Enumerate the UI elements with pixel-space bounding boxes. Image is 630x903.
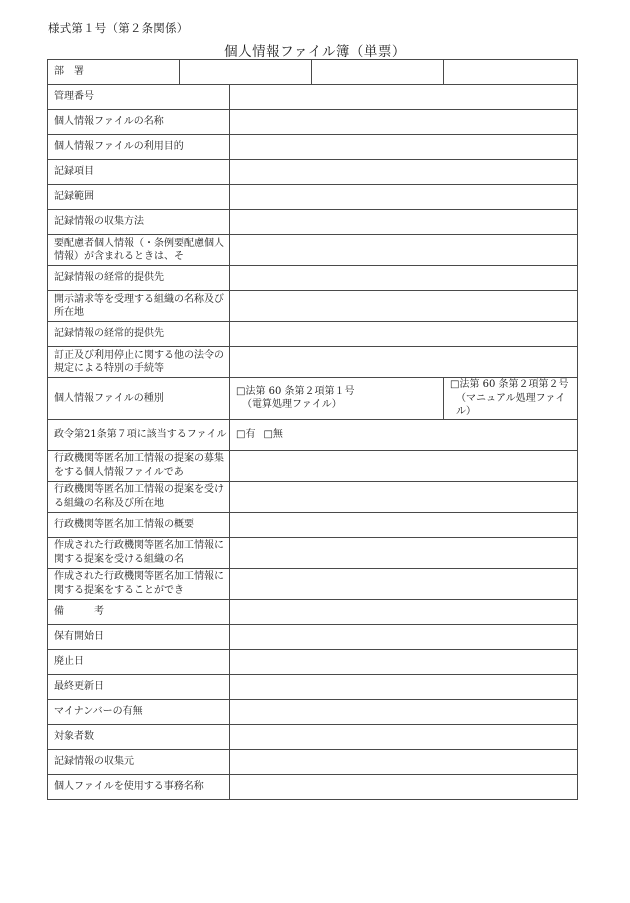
checkbox-icon[interactable]: □ bbox=[450, 379, 460, 390]
table-row bbox=[48, 599, 578, 624]
table-row bbox=[48, 235, 578, 266]
row-label-text: 訂正及び利用停止に関する他の法令の規定による特別の手続等 bbox=[54, 349, 224, 374]
row-value-field[interactable] bbox=[230, 649, 578, 674]
row-value-field[interactable] bbox=[230, 291, 578, 322]
row-label-text: 記録項目 bbox=[54, 166, 94, 178]
file-type-option-manual[interactable] bbox=[444, 378, 578, 420]
row-value-field[interactable] bbox=[230, 210, 578, 235]
row-label-text: マイナンバーの有無 bbox=[54, 705, 143, 717]
table-row bbox=[48, 649, 578, 674]
table-row bbox=[48, 674, 578, 699]
row-value-field[interactable] bbox=[230, 724, 578, 749]
row-value-field[interactable] bbox=[230, 266, 578, 291]
row-value-field[interactable] bbox=[230, 322, 578, 347]
row-label bbox=[48, 210, 230, 235]
row-label bbox=[48, 322, 230, 347]
row-value-field[interactable] bbox=[230, 347, 578, 378]
row-label bbox=[48, 481, 230, 512]
row-label-text: 要配慮者個人情報（・条例要配慮個人情報）が含まれるときは、そ bbox=[54, 237, 224, 262]
row-label-text: 対象者数 bbox=[54, 730, 94, 742]
option-subtext: （電算処理ファイル） bbox=[242, 399, 342, 411]
table-row bbox=[48, 110, 578, 135]
row-value-field[interactable] bbox=[230, 235, 578, 266]
row-label-text: 管理番号 bbox=[54, 91, 94, 103]
row-value-field[interactable] bbox=[230, 85, 578, 110]
row-label bbox=[48, 291, 230, 322]
row-label-text: 作成された行政機関等匿名加工情報に関する提案をすることができ bbox=[54, 571, 224, 596]
table-row bbox=[48, 266, 578, 291]
row-label-text: 作成された行政機関等匿名加工情報に関する提案を受ける組織の名 bbox=[54, 540, 224, 565]
table-row bbox=[48, 724, 578, 749]
row-value-field[interactable] bbox=[230, 568, 578, 599]
row-value-field[interactable] bbox=[230, 110, 578, 135]
table-row bbox=[48, 85, 578, 110]
row-label-text: 備 考 bbox=[54, 605, 104, 617]
row-label bbox=[48, 674, 230, 699]
table-row bbox=[48, 322, 578, 347]
row-label bbox=[48, 160, 230, 185]
row-value-field[interactable] bbox=[230, 699, 578, 724]
row-value-field[interactable] bbox=[230, 624, 578, 649]
table-row bbox=[48, 347, 578, 378]
row-label bbox=[48, 568, 230, 599]
table-row bbox=[48, 624, 578, 649]
department-field-2[interactable] bbox=[312, 60, 444, 85]
row-label bbox=[48, 724, 230, 749]
row-label bbox=[48, 537, 230, 568]
row-label bbox=[48, 450, 230, 481]
row-label bbox=[48, 378, 230, 420]
row-value-field[interactable] bbox=[230, 512, 578, 537]
department-field-3[interactable] bbox=[444, 60, 578, 85]
table-row-department bbox=[48, 60, 578, 85]
row-label bbox=[48, 266, 230, 291]
checkbox-yes[interactable]: □有 bbox=[236, 428, 256, 440]
option-subtext: （マニュアル処理ファイル） bbox=[456, 392, 566, 417]
row-label bbox=[48, 235, 230, 266]
table-row bbox=[48, 450, 578, 481]
row-label-text: 個人情報ファイルの種別 bbox=[54, 392, 164, 404]
row-label bbox=[48, 599, 230, 624]
page-title: 個人情報ファイル簿（単票） bbox=[224, 44, 406, 60]
row-label-text: 個人情報ファイルの名称 bbox=[54, 116, 164, 128]
table-row bbox=[48, 749, 578, 774]
checkbox-icon[interactable]: □ bbox=[236, 385, 246, 397]
table-row bbox=[48, 210, 578, 235]
department-field-1[interactable] bbox=[180, 60, 312, 85]
table-row bbox=[48, 568, 578, 599]
row-label-text: 記録情報の経常的提供先 bbox=[54, 272, 164, 284]
row-value-field[interactable] bbox=[230, 450, 578, 481]
row-label bbox=[48, 419, 230, 450]
personal-info-file-register-table bbox=[47, 59, 578, 800]
option-text: 法第 60 条第２項第１号 bbox=[245, 385, 355, 397]
row-label-text: 行政機関等匿名加工情報の提案の募集をする個人情報ファイルであ bbox=[54, 453, 224, 478]
table-row bbox=[48, 160, 578, 185]
row-label-text: 保有開始日 bbox=[54, 630, 104, 642]
table-row bbox=[48, 135, 578, 160]
row-label-text: 政令第21条第７項に該当するファイル bbox=[54, 428, 227, 440]
row-value-field[interactable] bbox=[230, 160, 578, 185]
table-row bbox=[48, 481, 578, 512]
row-label bbox=[48, 649, 230, 674]
row-label-text: 廃止日 bbox=[54, 655, 84, 667]
row-value-field[interactable] bbox=[230, 599, 578, 624]
row-label bbox=[48, 512, 230, 537]
file-type-option-electronic[interactable] bbox=[230, 378, 444, 420]
table-row bbox=[48, 185, 578, 210]
row-label bbox=[48, 774, 230, 799]
row-value-field[interactable] bbox=[230, 774, 578, 799]
row-value-field[interactable] bbox=[230, 537, 578, 568]
yes-no-options[interactable] bbox=[230, 419, 578, 450]
checkbox-no[interactable]: □無 bbox=[263, 428, 283, 440]
row-label bbox=[48, 749, 230, 774]
row-label-text: 開示請求等を受理する組織の名称及び所在地 bbox=[54, 293, 224, 318]
option-text: 法第 60 条第２項第２号 bbox=[459, 379, 569, 390]
table-row bbox=[48, 699, 578, 724]
label-department: 部 署 bbox=[48, 60, 180, 85]
table-row bbox=[48, 774, 578, 799]
row-value-field[interactable] bbox=[230, 749, 578, 774]
row-label-text: 記録情報の収集元 bbox=[54, 755, 134, 767]
row-label bbox=[48, 185, 230, 210]
row-label bbox=[48, 699, 230, 724]
table-row bbox=[48, 419, 578, 450]
row-label bbox=[48, 110, 230, 135]
row-value-field[interactable] bbox=[230, 674, 578, 699]
row-label-text: 記録情報の収集方法 bbox=[54, 216, 144, 228]
row-label-text: 記録情報の経常的提供先 bbox=[54, 328, 164, 340]
row-label-text: 最終更新日 bbox=[54, 680, 104, 692]
form-style-number: 様式第１号（第２条関係） bbox=[48, 21, 189, 35]
row-label-text: 個人ファイルを使用する事務名称 bbox=[54, 780, 204, 792]
row-label bbox=[48, 85, 230, 110]
row-value-field[interactable] bbox=[230, 135, 578, 160]
row-label-text: 行政機関等匿名加工情報の概要 bbox=[54, 518, 194, 530]
row-label bbox=[48, 135, 230, 160]
table-row bbox=[48, 512, 578, 537]
table-row bbox=[48, 378, 578, 420]
row-value-field[interactable] bbox=[230, 185, 578, 210]
row-label bbox=[48, 624, 230, 649]
row-label-text: 記録範囲 bbox=[54, 191, 94, 203]
row-label-text: 行政機関等匿名加工情報の提案を受ける組織の名称及び所在地 bbox=[54, 484, 224, 509]
table-row bbox=[48, 537, 578, 568]
row-label-text: 個人情報ファイルの利用目的 bbox=[54, 141, 184, 153]
row-value-field[interactable] bbox=[230, 481, 578, 512]
row-label bbox=[48, 347, 230, 378]
table-row bbox=[48, 291, 578, 322]
